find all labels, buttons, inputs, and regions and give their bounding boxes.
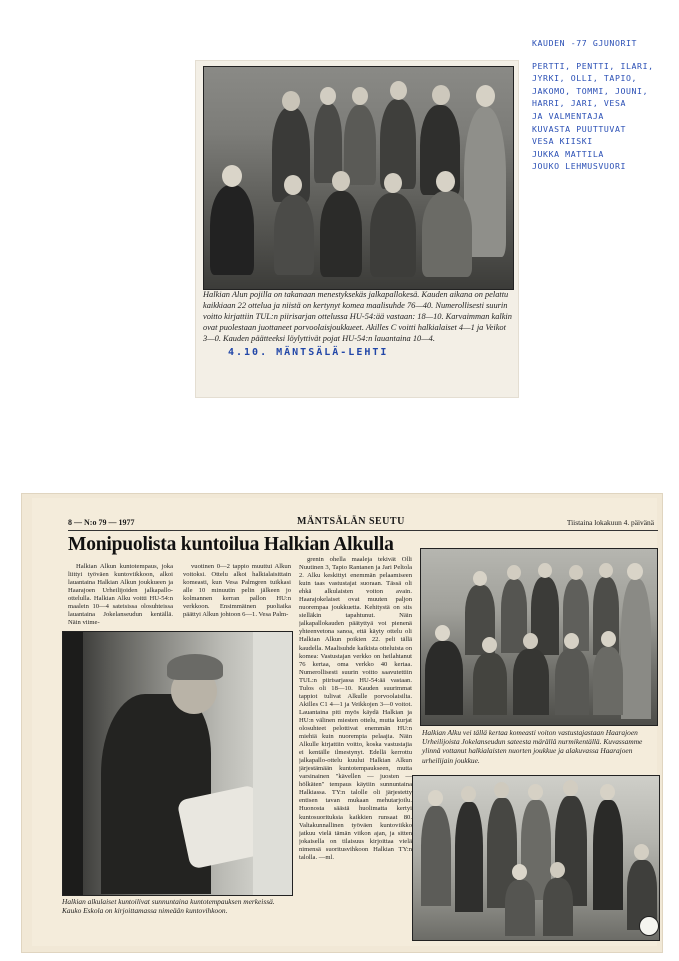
note-line: VESA KIISKI (532, 136, 593, 147)
note-line: JOUKO LEHMUSVUORI (532, 161, 626, 172)
team-photo-clipping (196, 61, 518, 397)
photo-caption-right: Halkian Alku vei tällä kertaa komeasti voiton vastustajastaan Haarajoen Urheilijoista Jokelanseudun sateesta märällä nurmikentällä. Kuvassamme ylinnä vottanut halkialaisten nuorten joukkue ja alakuvassa Haarajoen urheilijain joukkue. (422, 728, 643, 765)
note-line: HARRI, JARI, VESA (532, 98, 626, 109)
handwritten-team-note (532, 37, 677, 173)
newspaper-header (68, 516, 658, 531)
note-line: JYRKI, OLLI, TAPIO, (532, 73, 638, 84)
handwritten-source-date: 4.10. MÄNTSÄLÄ-LEHTI (228, 347, 389, 358)
article-headline: Monipuolista kuntoilua Halkian Alkulla (68, 534, 394, 555)
photo-halkian-alku-team (420, 548, 658, 726)
issue-date: Tiistaina lokakuun 4. päivänä (566, 518, 654, 527)
newspaper-clipping (22, 494, 662, 952)
team-photo-caption: Halkian Alun pojilla on takanaan menestyksekäs jalkapallokesä. Kauden aikana on pelattu kaikkiaan 22 ottelua ja niistä on kertynyt komea maalisuhde 76—40. Numerollisesti suurin voitto kirjattiin TUL:n piirisarjan ottelussa HU-54:ää vastaan: 18—10. Karvaimman kalkin ovat puolestaan juottaneet porvoolaisjoukkueet. Akilles C voitti halkialaiset 4—1 ja Veikot 3—0. Kauden päätteeksi löylyttivät pojat HU-54:n lauantaina 10—4. (203, 290, 512, 343)
page-number: 8 — N:o 79 — 1977 (68, 518, 135, 527)
note-line: PERTTI, PENTTI, ILARI, (532, 60, 654, 71)
photo-caption-left: Halkian alkulaiset kuntoilivat sunnuntaina kuntotempauksen merkeissä. Kauko Eskola on kirjoittamassa nimeään kuntovihkoon. (62, 897, 275, 916)
photo-man-writing (62, 631, 293, 896)
article-column-2: vuotinen 0—2 tappio muuttui Alkun voitoksi. Ottelu alkoi halkialaisittain komeasti, kun Vesa Palmgren tuikkasi alle 10 minuutin pelin jälkeen jo kolmannen kerran pallon HU:n verkkoon. Ensimmäinen puoliaika päättyi Alkun johtoon 6—1. Vesa Palm- (183, 563, 291, 619)
team-photo-halkian-alku (203, 66, 514, 290)
note-line: KUVASTA PUUTTUVAT (532, 123, 626, 134)
article-column-1: Halkian Alkun kuntotempaus, joka liittyi työväen kuntoviikkoon, alkoi lauantaina Halkian Alkun joukkueen ja Haarajoen Urheilijoiden jalkapallo-ottelulla. Halkian Alku voitti HU-54:n maalein 10—4 sateisissa olosuhteissa lauantaina Jokelanseudun kentällä. Näin viime- (68, 563, 173, 627)
photo-haarajoen-team (412, 775, 660, 941)
note-line: JA VALMENTAJA (532, 110, 604, 121)
article-column-3: grenin ohella maaleja tekivät Olli Nuutinen 3, Tapio Rantanen ja Jari Peltola 2. Alku keskittyi enemmän pelaamiseen kuin taas vastustajat suoraan. Tässä oli ehkä alkulaisten voiton avain. Haarajokelaiset ovat muuten paljon nuorempaa joukkuetta. Kehitystä on siis sielläkin tapahtunut. Näin jalkapallokauden päätyttyä voi pienenä yhteenvetona sanoa, että käyty ottelu oli Halkian Alkun poikien 22. peli tällä kaudella. Maalisuhde kaikista otteluista on komea: Vastustajan verkko on heilahtanut 76 kertaa, oma verkko 40 kertaa. Numerollisesti suurin voitto saavutettiin TUL:n piirisarjassa HU-54:ää vastaan. Tulos oli 18—10. Kauden suurimmat tappiot tulivat Alkulle porvoolaisilta. Akilles C1 4—1 ja Veikkojen 3—0 voitot. Lauantaina piti myös käydä Halkian ja HU:n välinen miesten ottelu, mutta kurjat olosuhteet pelottivat enemmän HU:n miehiä kuin nuorempia pelaajia. Näin Alkulle kirjattiin voitto, koska vastustajia ei kentälle ilmestynyt. Edellä kerrottu jalkapallo-ottelu kuului Halkian Alkun järjestämään kuntotempaukseen, mutta varsinainen "kävellen — juosten — hölkäten" tempaus käytiin sunnuntaina Halkiassa. TY:n talolle oli järjestetty entisen tavan mukaan mehutarjoilu. Huonosta säästä huolimatta kertyi kuntosuorituksia kaikkien runsaat 80. Valtakunnallinen työväen kuntoviikko jatkuu vielä tämän viikon ajan, ja sitten jokaisella on tilaisuus kirjoittaa vielä nimensä suoritusvihkoon Halkian TY:n talolla. —ml. (299, 556, 412, 861)
note-line: JAKOMO, TOMMI, JOUNI, (532, 85, 649, 96)
note-line: KAUDEN -77 GJUNORIT (532, 38, 638, 48)
newspaper-name: MÄNTSÄLÄN SEUTU (297, 516, 405, 527)
note-line: JUKKA MATTILA (532, 148, 604, 159)
